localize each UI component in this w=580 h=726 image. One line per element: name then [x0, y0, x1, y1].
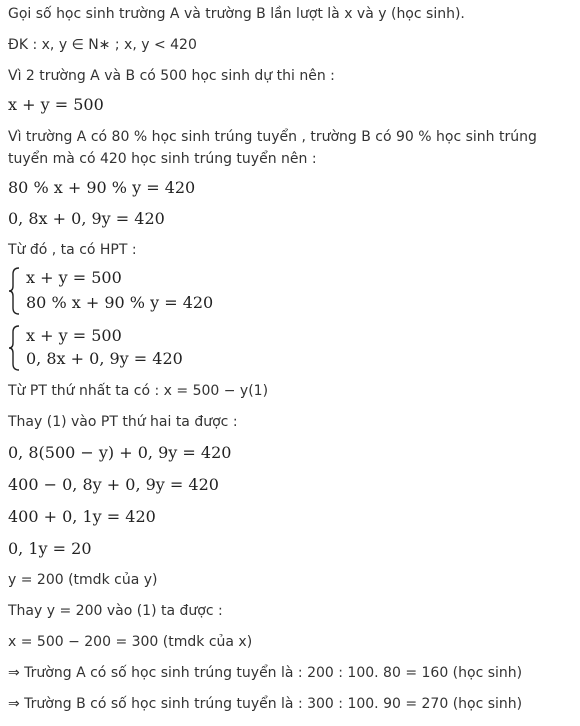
equation-line: 400 − 0, 8y + 0, 9y = 420: [8, 475, 219, 494]
equation-line: 0, 1y = 20: [8, 539, 92, 558]
system-equation: x + y = 500: [26, 326, 122, 345]
left-brace-icon: [8, 266, 22, 316]
conclusion-line-a: ⇒ Trường A có số học sinh trúng tuyển là : 200 : 100. 80 = 160 (học sinh): [8, 665, 523, 681]
result-line: y = 200 (tmdk của y): [8, 572, 158, 588]
equation-system-2: [8, 324, 268, 372]
system-equation: x + y = 500: [26, 268, 122, 287]
equation-line: 0, 8x + 0, 9y = 420: [8, 209, 165, 228]
conclusion-line-b: ⇒ Trường B có số học sinh trúng tuyển là : 300 : 100. 90 = 270 (học sinh): [8, 696, 523, 712]
text-line: Thay y = 200 vào (1) ta được :: [8, 603, 223, 619]
equation-line: x + y = 500: [8, 95, 104, 114]
text-line-wrapped: Vì trường A có 80 % học sinh trúng tuyển , trường B có 90 % học sinh trúng tuyển mà có 420 học sinh trúng tuyển nên :: [8, 129, 537, 167]
equation-line: 0, 8(500 − y) + 0, 9y = 420: [8, 443, 232, 462]
system-equation: 0, 8x + 0, 9y = 420: [26, 349, 183, 368]
system-equation: 80 % x + 90 % y = 420: [26, 293, 214, 312]
equation-system-1: [8, 266, 268, 316]
intro-line: Gọi số học sinh trường A và trường B lần lượt là x và y (học sinh).: [8, 6, 465, 22]
text-line: Thay (1) vào PT thứ hai ta được :: [8, 414, 238, 430]
text-line: Từ đó , ta có HPT :: [8, 242, 137, 258]
result-line: x = 500 − 200 = 300 (tmdk của x): [8, 634, 253, 650]
text-line: Từ PT thứ nhất ta có : x = 500 − y(1): [8, 383, 269, 399]
condition-line: ĐK : x, y ∈ N∗ ; x, y < 420: [8, 37, 197, 53]
text-line: Vì 2 trường A và B có 500 học sinh dự thi nên :: [8, 68, 335, 84]
left-brace-icon: [8, 324, 22, 372]
equation-line: 80 % x + 90 % y = 420: [8, 178, 196, 197]
equation-line: 400 + 0, 1y = 420: [8, 507, 156, 526]
